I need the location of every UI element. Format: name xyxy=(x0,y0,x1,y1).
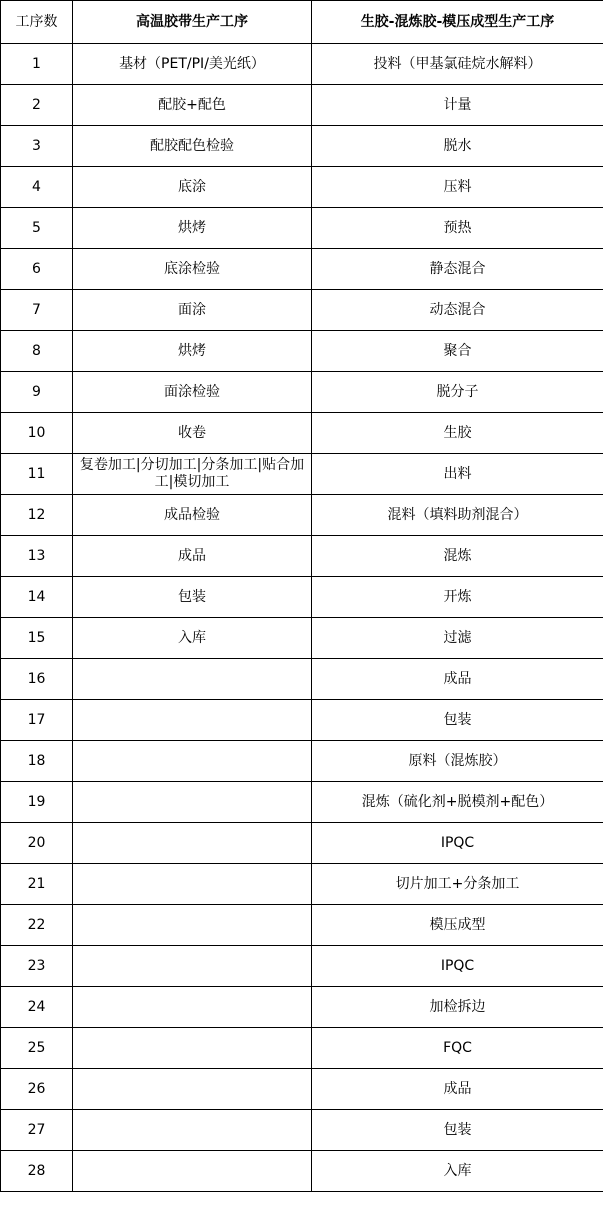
step-number-cell: 8 xyxy=(1,331,73,372)
table-row xyxy=(1,946,603,987)
tape-process-cell: 收卷 xyxy=(73,413,312,454)
rubber-process-cell: 脱分子 xyxy=(312,372,603,413)
step-number-cell: 24 xyxy=(1,987,73,1028)
tape-process-cell xyxy=(73,1028,312,1069)
rubber-process-cell: 开炼 xyxy=(312,577,603,618)
tape-process-cell: 基材（PET/PI/美光纸） xyxy=(73,44,312,85)
step-number-cell: 5 xyxy=(1,208,73,249)
rubber-process-cell: 包装 xyxy=(312,1110,603,1151)
rubber-process-cell: 混炼（硫化剂+脱模剂+配色） xyxy=(312,782,603,823)
table-row xyxy=(1,290,603,331)
rubber-process-cell: 动态混合 xyxy=(312,290,603,331)
rubber-process-cell: 压料 xyxy=(312,167,603,208)
rubber-process-cell: 成品 xyxy=(312,1069,603,1110)
step-number-cell: 17 xyxy=(1,700,73,741)
tape-process-cell xyxy=(73,1151,312,1192)
rubber-process-cell: 混料（填料助剂混合） xyxy=(312,495,603,536)
rubber-process-cell: 出料 xyxy=(312,454,603,495)
rubber-process-cell: 加检拆边 xyxy=(312,987,603,1028)
rubber-process-cell: 入库 xyxy=(312,1151,603,1192)
table-header xyxy=(1,1,603,44)
table-body xyxy=(1,44,603,1192)
rubber-process-cell: 切片加工+分条加工 xyxy=(312,864,603,905)
tape-process-cell: 面涂 xyxy=(73,290,312,331)
tape-process-cell xyxy=(73,782,312,823)
table-row xyxy=(1,700,603,741)
table-row xyxy=(1,1110,603,1151)
header-step-count: 工序数 xyxy=(1,1,73,44)
tape-process-cell: 配胶配色检验 xyxy=(73,126,312,167)
rubber-process-cell: 模压成型 xyxy=(312,905,603,946)
tape-process-cell xyxy=(73,864,312,905)
step-number-cell: 1 xyxy=(1,44,73,85)
rubber-process-cell: IPQC xyxy=(312,823,603,864)
step-number-cell: 2 xyxy=(1,85,73,126)
tape-process-cell xyxy=(73,905,312,946)
tape-process-cell: 烘烤 xyxy=(73,208,312,249)
tape-process-cell: 底涂 xyxy=(73,167,312,208)
table-row xyxy=(1,1028,603,1069)
step-number-cell: 25 xyxy=(1,1028,73,1069)
rubber-process-cell: 投料（甲基氯硅烷水解料） xyxy=(312,44,603,85)
table-row xyxy=(1,85,603,126)
header-row xyxy=(1,1,603,44)
tape-process-cell: 入库 xyxy=(73,618,312,659)
table-row xyxy=(1,331,603,372)
step-number-cell: 20 xyxy=(1,823,73,864)
tape-process-cell: 面涂检验 xyxy=(73,372,312,413)
step-number-cell: 13 xyxy=(1,536,73,577)
rubber-process-cell: 成品 xyxy=(312,659,603,700)
table-row xyxy=(1,249,603,290)
rubber-process-cell: 生胶 xyxy=(312,413,603,454)
tape-process-cell xyxy=(73,1110,312,1151)
rubber-process-cell: 聚合 xyxy=(312,331,603,372)
tape-process-cell xyxy=(73,946,312,987)
step-number-cell: 21 xyxy=(1,864,73,905)
tape-process-cell: 包装 xyxy=(73,577,312,618)
header-tape-process: 高温胶带生产工序 xyxy=(73,1,312,44)
rubber-process-cell: 过滤 xyxy=(312,618,603,659)
table-row xyxy=(1,208,603,249)
tape-process-cell xyxy=(73,1069,312,1110)
tape-process-cell: 配胶+配色 xyxy=(73,85,312,126)
step-number-cell: 7 xyxy=(1,290,73,331)
table-row xyxy=(1,1151,603,1192)
tape-process-cell xyxy=(73,741,312,782)
step-number-cell: 10 xyxy=(1,413,73,454)
table-row xyxy=(1,536,603,577)
step-number-cell: 3 xyxy=(1,126,73,167)
step-number-cell: 14 xyxy=(1,577,73,618)
rubber-process-cell: 预热 xyxy=(312,208,603,249)
rubber-process-cell: 脱水 xyxy=(312,126,603,167)
table-row xyxy=(1,659,603,700)
step-number-cell: 26 xyxy=(1,1069,73,1110)
step-number-cell: 12 xyxy=(1,495,73,536)
table-row xyxy=(1,741,603,782)
rubber-process-cell: FQC xyxy=(312,1028,603,1069)
table-row xyxy=(1,987,603,1028)
table-row xyxy=(1,864,603,905)
table-row xyxy=(1,782,603,823)
tape-process-cell xyxy=(73,659,312,700)
step-number-cell: 16 xyxy=(1,659,73,700)
table-row xyxy=(1,372,603,413)
tape-process-cell: 成品检验 xyxy=(73,495,312,536)
table-row xyxy=(1,905,603,946)
rubber-process-cell: 混炼 xyxy=(312,536,603,577)
table-row xyxy=(1,618,603,659)
step-number-cell: 6 xyxy=(1,249,73,290)
table-row xyxy=(1,1069,603,1110)
header-rubber-process: 生胶-混炼胶-模压成型生产工序 xyxy=(312,1,603,44)
step-number-cell: 9 xyxy=(1,372,73,413)
step-number-cell: 19 xyxy=(1,782,73,823)
table-row xyxy=(1,495,603,536)
step-number-cell: 28 xyxy=(1,1151,73,1192)
table-row xyxy=(1,167,603,208)
tape-process-cell: 底涂检验 xyxy=(73,249,312,290)
rubber-process-cell: 计量 xyxy=(312,85,603,126)
table-row xyxy=(1,44,603,85)
tape-process-cell: 成品 xyxy=(73,536,312,577)
step-number-cell: 27 xyxy=(1,1110,73,1151)
table-row xyxy=(1,577,603,618)
tape-process-cell: 烘烤 xyxy=(73,331,312,372)
step-number-cell: 11 xyxy=(1,454,73,495)
tape-process-cell xyxy=(73,987,312,1028)
step-number-cell: 4 xyxy=(1,167,73,208)
rubber-process-cell: IPQC xyxy=(312,946,603,987)
tape-process-cell xyxy=(73,700,312,741)
step-number-cell: 23 xyxy=(1,946,73,987)
table-row xyxy=(1,413,603,454)
tape-process-cell xyxy=(73,823,312,864)
rubber-process-cell: 静态混合 xyxy=(312,249,603,290)
step-number-cell: 15 xyxy=(1,618,73,659)
rubber-process-cell: 包装 xyxy=(312,700,603,741)
table-row xyxy=(1,454,603,495)
tape-process-cell: 复卷加工|分切加工|分条加工|贴合加工|模切加工 xyxy=(73,454,312,495)
rubber-process-cell: 原料（混炼胶） xyxy=(312,741,603,782)
step-number-cell: 18 xyxy=(1,741,73,782)
step-number-cell: 22 xyxy=(1,905,73,946)
table-row xyxy=(1,823,603,864)
table-row xyxy=(1,126,603,167)
